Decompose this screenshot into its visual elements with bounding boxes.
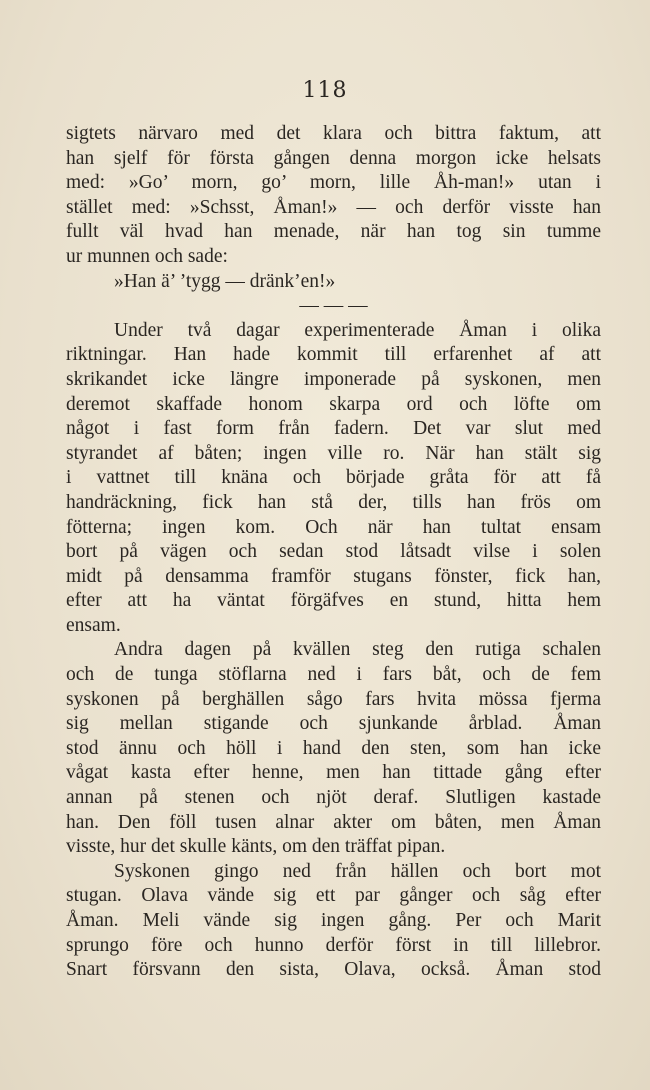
text-line: med: »Go’ morn, go’ morn, lille Åh-man!» utan i: [66, 172, 601, 194]
text-line: ensam.: [66, 614, 121, 636]
text-line: midt på densamma framför stugans fönster, fick han,: [66, 565, 601, 587]
text-line: han sjelf för första gången denna morgon icke helsats: [66, 147, 601, 169]
text-line: sig mellan stigande och sjunkande årblad. Åman: [66, 713, 601, 735]
text-line: i vattnet till knäna och började gråta för att få: [66, 467, 601, 489]
text-line: syskonen på berghällen sågo fars hvita mössa fjerma: [66, 688, 601, 710]
text-line: stugan. Olava vände sig ett par gånger och såg efter: [66, 885, 601, 907]
text-line: något i fast form från fadern. Det var slut med: [66, 418, 601, 440]
text-line: Andra dagen på kvällen steg den rutiga schalen: [114, 639, 601, 661]
text-line: — — —: [299, 295, 368, 317]
text-line: efter att ha väntat förgäfves en stund, hitta hem: [66, 590, 601, 612]
text-line: ur munnen och sade:: [66, 245, 228, 267]
text-line: och de tunga stöflarna ned i fars båt, och de fem: [66, 664, 601, 686]
text-line: styrandet af båten; ingen ville ro. När han stält sig: [66, 442, 601, 464]
text-line: sigtets närvaro med det klara och bittra faktum, att: [66, 123, 601, 144]
text-line: stod ännu och höll i hand den sten, som han icke: [66, 737, 601, 759]
text-line: fötterna; ingen kom. Och när han tultat ensam: [66, 516, 601, 538]
text-line: Syskonen gingo ned från hällen och bort mot: [114, 860, 601, 882]
body-text: [66, 122, 601, 983]
text-line: annan på stenen och njöt deraf. Slutligen kastade: [66, 787, 601, 809]
text-line: Snart försvann den sista, Olava, också. Åman stod: [66, 959, 601, 981]
text-line: bort på vägen och sedan stod låtsadt vilse i solen: [66, 541, 601, 563]
text-line: deremot skaffade honom skarpa ord och löfte om: [66, 393, 601, 415]
text-line: fullt väl hvad han menade, när han tog sin tumme: [66, 221, 601, 243]
text-line: handräckning, fick han stå der, tills han frös om: [66, 491, 601, 513]
text-line: vågat kasta efter henne, men han tittade gång efter: [66, 762, 601, 784]
text-line: stället med: »Schsst, Åman!» — och derför visste han: [66, 196, 601, 218]
page-number: 118: [302, 78, 348, 103]
text-line: »Han ä’ ’tygg — dränk’en!»: [114, 270, 336, 292]
text-line: Under två dagar experimenterade Åman i olika: [114, 319, 601, 341]
text-line: visste, hur det skulle känts, om den träffat pipan.: [66, 836, 446, 858]
text-line: skrikandet icke längre imponerade på syskonen, men: [66, 368, 601, 390]
text-line: riktningar. Han hade kommit till erfarenhet af att: [66, 344, 601, 366]
text-line: han. Den föll tusen alnar akter om båten, men Åman: [66, 811, 601, 833]
text-line: sprungo före och hunno derför först in till lillebror.: [66, 934, 601, 956]
text-line: Åman. Meli vände sig ingen gång. Per och Marit: [66, 910, 601, 931]
